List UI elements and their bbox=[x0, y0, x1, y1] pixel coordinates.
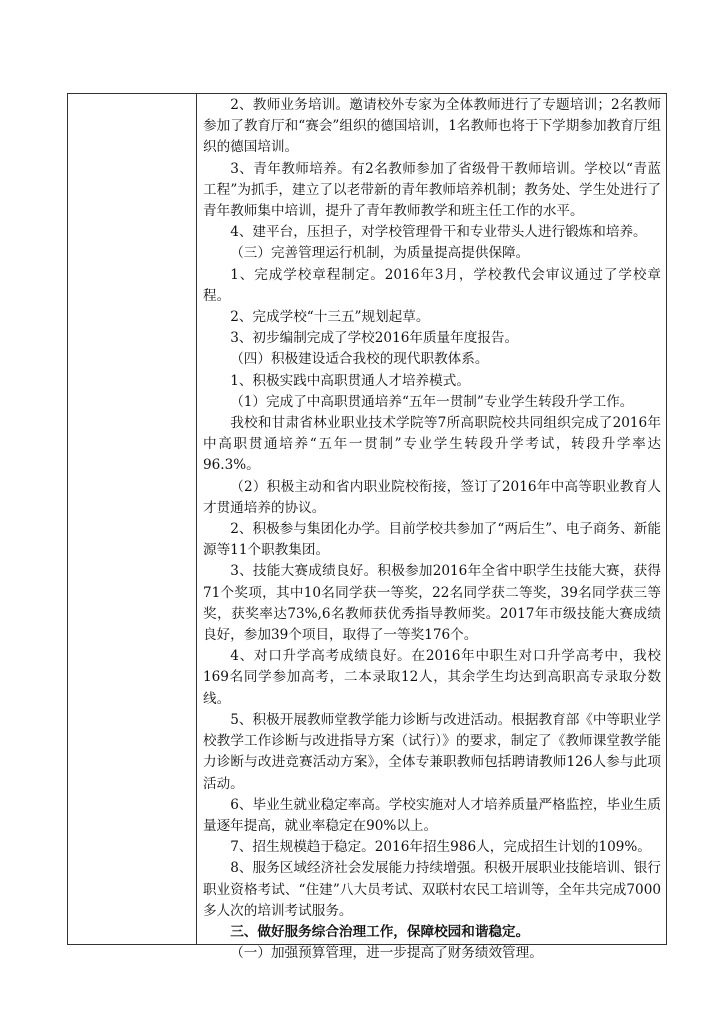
paragraph-employment: 6、毕业生就业稳定率高。学校实施对人才培养质量严格监控，毕业生质量逐年提高，就业率稳定在90%以上。 bbox=[203, 796, 661, 834]
paragraph-five-year-plan: 2、完成学校“十三五”规划起草。 bbox=[230, 309, 430, 326]
paragraph-enrollment: 7、招生规模趋于稳定。2016年招生986人，完成招生计划的109%。 bbox=[230, 839, 651, 856]
paragraph-teacher-training: 2、教师业务培训。邀请校外专家为全体教师进行了专题培训；2名教师参加了教育厅和“赛会”组织的德国培训，1名教师也将于下学期参加教育厅组织的德国培训。 bbox=[203, 97, 661, 156]
paragraph-budget: （一）加强预算管理，进一步提高了财务绩效管理。 bbox=[230, 945, 543, 962]
paragraph-teaching-diagnosis: 5、积极开展教师堂教学能力诊断与改进活动。根据教育部《中等职业学校教学工作诊断与改进指导方案（试行）》的要求，制定了《教师课堂教学能力诊断与改进竞赛活动方案》，全体专兼职教师包括聘请教师126人参与此项活动。 bbox=[203, 711, 661, 792]
paragraph-young-teachers: 3、青年教师培养。有2名教师参加了省级骨干教师培训。学校以“青蓝工程”为抓手，建立了以老带新的青年教师培养机制；教务处、学生处进行了青年教师集中培训，提升了青年教师教学和班主任工作的水平。 bbox=[203, 160, 661, 220]
paragraph-group-education: 2、积极参与集团化办学。目前学校共参加了“两后生”、电子商务、新能源等11个职教集团。 bbox=[203, 521, 661, 559]
table-frame bbox=[67, 93, 667, 962]
heading-part-3: 三、做好服务综合治理工作，保障校园和谐稳定。 bbox=[230, 923, 530, 940]
paragraph-agreement: （2）积极主动和省内职业院校衔接，签订了2016年中高等职业教育人才贯通培养的协议。 bbox=[203, 478, 661, 516]
paragraph-talent-model: 1、积极实践中高职贯通人才培养模式。 bbox=[230, 372, 470, 389]
paragraph-five-year-system: （1）完成了中高职贯通培养“五年一贯制”专业学生转段升学工作。 bbox=[230, 393, 634, 410]
heading-section-3: （三）完善管理运行机制，为质量提高提供保障。 bbox=[230, 245, 530, 262]
paragraph-charter: 1、完成学校章程制定。2016年3月，学校教代会审议通过了学校章程。 bbox=[203, 266, 661, 304]
paragraph-college-exam: 4、对口升学高考成绩良好。在2016年中职生对口升学高考中，我校169名同学参加高考，二本录取12人，其余学生均达到高职高专录取分数线。 bbox=[203, 648, 661, 707]
column-divider bbox=[196, 94, 197, 944]
paragraph-regional-service: 8、服务区域经济社会发展能力持续增强。积极开展职业技能培训、银行职业资格考试、“住建”八大员考试、双联村农民工培训等，全年共完成7000多人次的培训考试服务。 bbox=[203, 860, 661, 919]
paragraph-transfer-exam: 我校和甘肃省林业职业技术学院等7所高职院校共同组织完成了2016年中高职贯通培养“五年一贯制”专业学生转段升学考试，转段升学率达96.3%。 bbox=[203, 415, 661, 474]
paragraph-platform: 4、建平台，压担子，对学校管理骨干和专业带头人进行锻炼和培养。 bbox=[230, 224, 647, 241]
paragraph-skills-contest: 3、技能大赛成绩良好。积极参加2016年全省中职学生技能大赛，获得71个奖项，其中10名同学获一等奖，22名同学获二等奖，39名同学获三等奖，获奖率达73%,6名教师获优秀指导教师奖。2017年市级技能大赛成绩良好，参加39个项目，取得了一等奖176个。 bbox=[203, 563, 661, 644]
heading-section-4: （四）积极建设适合我校的现代职教体系。 bbox=[230, 351, 489, 368]
paragraph-quality-report: 3、初步编制完成了学校2016年质量年度报告。 bbox=[230, 330, 519, 347]
content-cell bbox=[203, 94, 661, 964]
